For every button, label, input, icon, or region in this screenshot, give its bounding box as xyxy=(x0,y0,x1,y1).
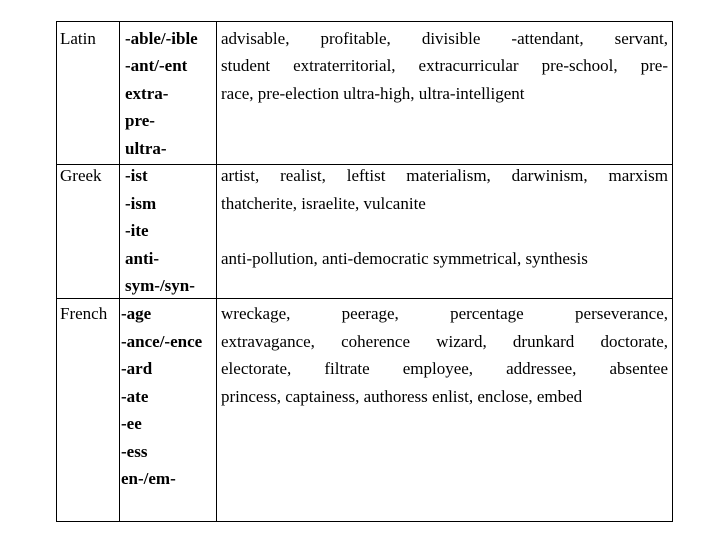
affix: sym-/syn- xyxy=(125,276,195,295)
affix: extra- xyxy=(125,84,169,103)
affix: -ard xyxy=(121,359,153,378)
affix: -ist xyxy=(125,166,148,185)
column-divider-1 xyxy=(119,21,120,522)
example-line: artist, realist, leftist materialism, darwinism, marxism xyxy=(221,166,668,185)
column-divider-2 xyxy=(216,21,217,522)
example-line: electorate, filtrate employee, addressee, absentee xyxy=(221,359,668,378)
example-line: princess, captainess, authoress enlist, enclose, embed xyxy=(221,387,583,406)
affix: pre- xyxy=(125,111,155,130)
affix: -ance/-ence xyxy=(121,332,203,351)
affix: -able/-ible xyxy=(125,29,198,48)
example-line: advisable, profitable, divisible -attendant, servant, xyxy=(221,29,668,48)
affix: -ess xyxy=(121,442,148,461)
affix: -ism xyxy=(125,194,157,213)
affix: anti- xyxy=(125,249,159,268)
affix: -ate xyxy=(121,387,149,406)
example-line: race, pre-election ultra-high, ultra-intelligent xyxy=(221,84,525,103)
affix: en-/em- xyxy=(121,469,176,488)
example-line: thatcherite, israelite, vulcanite xyxy=(221,194,426,213)
example-line: anti-pollution, anti-democratic symmetrical, synthesis xyxy=(221,249,588,268)
example-line: student extraterritorial, extracurricular pre-school, pre- xyxy=(221,56,668,75)
language-french: French xyxy=(60,304,108,323)
affix: -ee xyxy=(121,414,142,433)
affix: ultra- xyxy=(125,139,167,158)
language-latin: Latin xyxy=(60,29,96,48)
language-greek: Greek xyxy=(60,166,102,185)
affix: -ite xyxy=(125,221,149,240)
example-line: extravagance, coherence wizard, drunkard doctorate, xyxy=(221,332,668,351)
affix: -ant/-ent xyxy=(125,56,188,75)
affix: -age xyxy=(121,304,152,323)
example-line: wreckage, peerage, percentage perseverance, xyxy=(221,304,668,323)
